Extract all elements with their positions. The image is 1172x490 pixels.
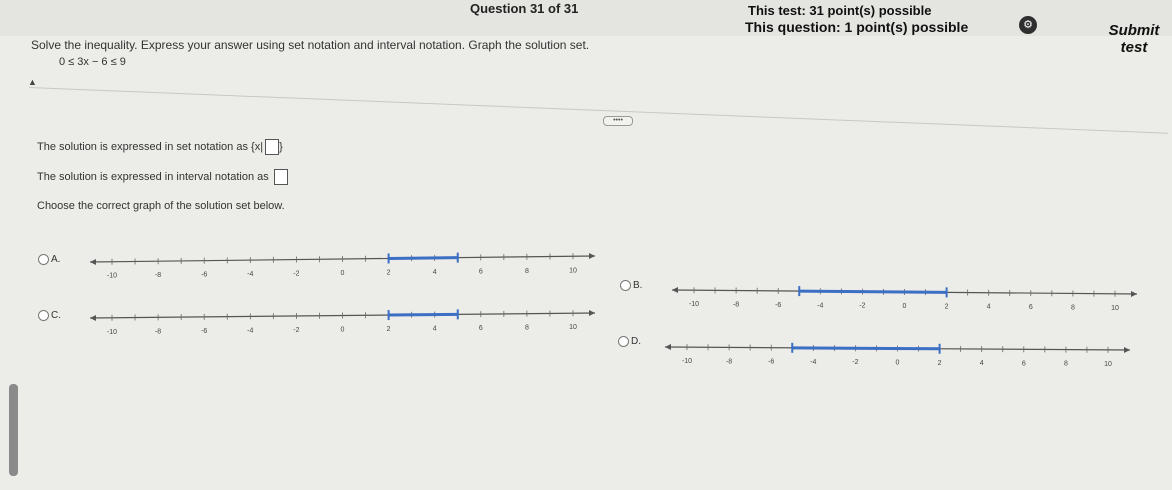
tick-label: -6	[768, 358, 775, 366]
left-arrow-icon	[90, 315, 96, 321]
set-notation-input[interactable]	[265, 139, 279, 155]
test-points: This test: 31 point(s) possible	[748, 3, 932, 18]
more-button[interactable]: ••••	[603, 116, 633, 126]
right-arrow-icon	[589, 310, 595, 316]
tick-label: -2	[852, 359, 859, 367]
tick-label: 0	[340, 270, 345, 277]
tick-label: -10	[688, 301, 700, 309]
radio-d[interactable]	[618, 336, 629, 347]
tick-label: 4	[432, 325, 437, 333]
left-arrow-icon	[665, 344, 671, 350]
number-line-b	[662, 278, 1162, 328]
tick-label: -6	[201, 327, 208, 335]
interval-notation-row	[37, 169, 288, 185]
tick-label: 10	[569, 267, 577, 275]
top-bar	[0, 0, 1172, 36]
question-points: This question: 1 point(s) possible	[745, 19, 969, 35]
tick-label: -8	[732, 301, 740, 309]
scrollbar[interactable]	[9, 384, 18, 476]
tick-label: 2	[944, 303, 949, 311]
left-arrow-icon	[672, 287, 678, 293]
collapse-icon[interactable]: ▲	[28, 77, 37, 87]
left-arrow-icon	[90, 259, 96, 265]
radio-b[interactable]	[620, 280, 631, 291]
set-notation-row	[37, 139, 283, 155]
tick-label: 8	[524, 324, 529, 332]
divider	[29, 87, 1168, 134]
right-arrow-icon	[1124, 347, 1130, 353]
tick-label: -6	[201, 271, 208, 279]
tick-label: -10	[106, 328, 118, 336]
tick-label: 8	[1070, 304, 1075, 312]
option-a-letter: A.	[51, 254, 61, 266]
tick-label: 4	[986, 303, 991, 311]
tick-label: 8	[524, 267, 529, 275]
option-a[interactable]	[38, 254, 60, 265]
tick-label: -8	[154, 328, 162, 336]
option-d-letter: D.	[631, 336, 641, 348]
tick-label: -2	[293, 326, 300, 334]
set-notation-label: The solution is expressed in set notation as	[37, 140, 248, 153]
tick-label: -4	[247, 327, 254, 335]
graph-prompt: Choose the correct graph of the solution set below.	[37, 200, 285, 212]
tick-label: -2	[859, 302, 866, 310]
radio-c[interactable]	[38, 310, 49, 321]
tick-label: -10	[681, 358, 693, 366]
tick-label: -4	[247, 271, 254, 279]
option-b[interactable]	[620, 280, 642, 291]
tick-label: -2	[293, 270, 300, 278]
tick-label: 2	[386, 326, 391, 334]
question-instruction: Solve the inequality. Express your answer using set notation and interval notation. Graph the solution set.	[31, 38, 590, 52]
tick-label: 6	[478, 268, 483, 276]
number-line-d	[655, 335, 1155, 385]
radio-a[interactable]	[38, 254, 49, 265]
tick-label: 0	[340, 326, 345, 334]
gear-icon[interactable]: ⚙	[1019, 16, 1037, 34]
solution-segment	[389, 258, 458, 259]
tick-label: -8	[725, 358, 733, 366]
tick-label: 2	[386, 269, 391, 277]
tick-label: -6	[775, 301, 782, 309]
tick-label: -8	[154, 272, 162, 280]
right-arrow-icon	[1131, 291, 1137, 297]
tick-label: 4	[979, 360, 984, 368]
set-prefix: {x|	[251, 140, 264, 153]
tick-label: 8	[1063, 360, 1068, 368]
option-d[interactable]	[618, 336, 641, 347]
tick-label: 10	[569, 324, 577, 332]
tick-label: 10	[1111, 304, 1119, 312]
tick-label: -10	[106, 272, 118, 280]
tick-label: 6	[1021, 360, 1026, 368]
tick-label: 0	[895, 359, 900, 367]
inequality: 0 ≤ 3x − 6 ≤ 9	[59, 56, 126, 68]
number-line-a	[80, 250, 620, 300]
tick-label: 2	[937, 359, 942, 367]
solution-segment	[799, 291, 946, 292]
interval-notation-input[interactable]	[274, 169, 288, 185]
tick-label: 10	[1104, 360, 1112, 368]
tick-label: 0	[902, 303, 907, 310]
tick-label: -4	[817, 302, 824, 310]
right-arrow-icon	[589, 253, 595, 259]
tick-label: 6	[478, 325, 483, 333]
number-line-c	[80, 306, 620, 356]
option-c-letter: C.	[51, 310, 61, 322]
option-c[interactable]	[38, 310, 61, 321]
question-progress: Question 31 of 31	[470, 1, 579, 16]
submit-test-button[interactable]: Submit test	[1096, 22, 1172, 56]
option-b-letter: B.	[633, 280, 643, 292]
solution-segment	[389, 314, 458, 315]
tick-label: -4	[810, 358, 817, 366]
tick-label: 4	[432, 268, 437, 276]
set-suffix: }	[279, 140, 283, 153]
solution-segment	[792, 348, 939, 349]
tick-label: 6	[1028, 304, 1033, 312]
interval-notation-label: The solution is expressed in interval notation as	[37, 170, 269, 183]
